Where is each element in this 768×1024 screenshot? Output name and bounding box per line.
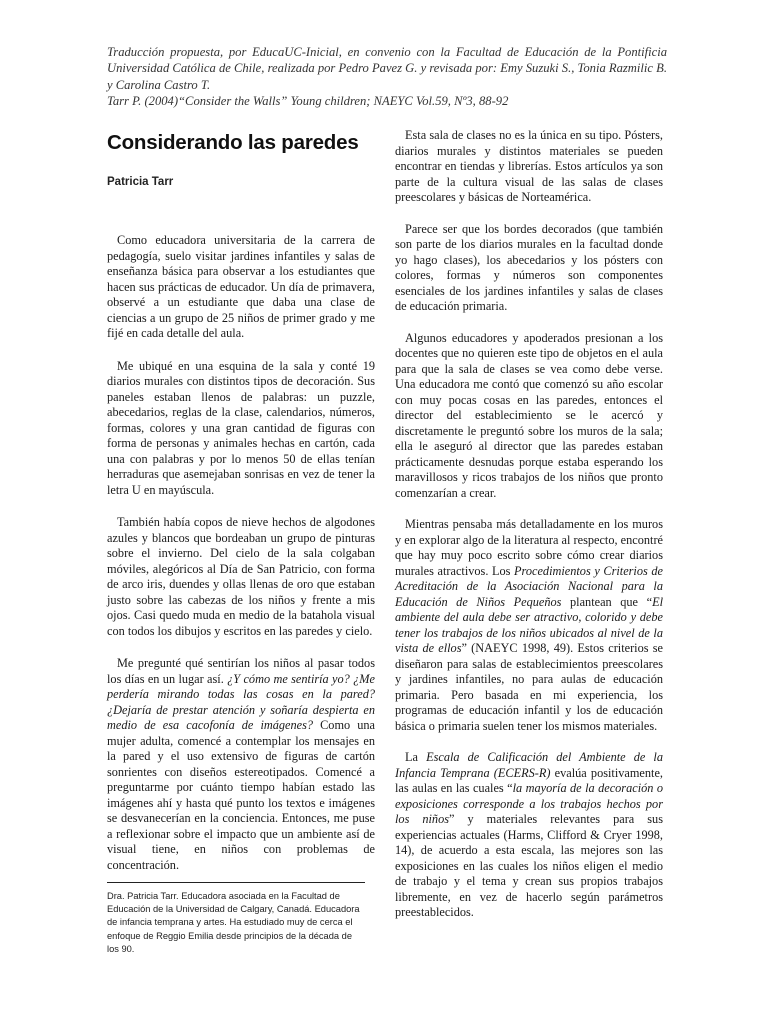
paragraph xyxy=(395,517,663,734)
text-run: ” (NAEYC 1998, 49). Estos criterios se diseñaron para salas de establecimientos preescolares y jardines infantiles, no para aulas de educación primaria. Pero basada en mi experiencia, los programas de educación infantil y los de educación básica o primaria suelen tener los mismos materiales. xyxy=(395,641,663,733)
italic-text-run: ¿Y cómo me sentiría yo? ¿Me perdería mirando todas las cosas en la pared? ¿Dejaría de prestar atención y soñaría despierta en medio de esa cacofonía de imágenes? xyxy=(107,671,376,732)
text-run: evalúa positivamente, las aulas en las cuales “ xyxy=(395,765,663,795)
text-run: Me pregunté qué sentirían los niños al pasar todos los días en un lugar así. xyxy=(107,656,375,686)
text-run: Mientras pensaba más detalladamente en los muros y en explorar algo de la literatura al respecto, encontré que hay muy poco escrito sobre cómo crear diarios murales atractivos. Los xyxy=(395,517,663,578)
paragraph: Esta sala de clases no es la única en su tipo. Pósters, diarios murales y distintos materiales se pueden encontrar en tiendas y librerías. Estos artículos ya son parte de la cultura visual de las salas de clases preescolares y básicas de Norteamérica. xyxy=(395,128,663,204)
right-body-text xyxy=(395,128,663,921)
italic-text-run: la mayoría de la decoración o exposiciones corresponde a los trabajos hechos por los niños xyxy=(395,781,663,826)
paragraph: Parece ser que los bordes decorados (que también son parte de los diarios murales en la facultad donde yo hago clases), los abecedarios y los pósters con colores, formas y números son componentes esenciales de los jardines infantiles y salas de clases de educación primaria. xyxy=(395,221,663,313)
article-author: Patricia Tarr xyxy=(107,176,174,188)
translation-credit: Traducción propuesta, por EducaUC-Inicial, en convenio con la Facultad de Educación de la Pontificia Universidad Católica de Chile, realizada por Pedro Pavez G. y revisada por: Emy Suzuki S., Tonia Razmilic B. y Carolina Castro T. xyxy=(107,45,667,92)
left-column xyxy=(107,128,375,890)
translation-credit-header xyxy=(107,44,667,109)
text-run: plantean que “ xyxy=(561,594,653,609)
text-run: ” y materiales relevantes para sus experiencias actuales (Harms, Clifford & Cryer 1998, 14), de acuerdo a esta escala, las mejores son las exposiciones en las cuales los niños eligen el medio de trabajo y el tema y crean sus propios trabajos libremente, en vez de hacerlo según parámetros preestablecidos. xyxy=(395,812,663,919)
italic-text-run: El ambiente del aula debe ser atractivo, colorido y debe tener los trabajos de los niños ubicados al nivel de la vista de ellos xyxy=(395,594,663,655)
source-citation: Tarr P. (2004)“Consider the Walls” Young children; NAEYC Vol.59, Nº3, 88-92 xyxy=(107,93,509,108)
text-run: Como una mujer adulta, comencé a contemplar los mensajes en la pared y el uso extensivo de figuras de cartón sonrientes con diseños estereotipados. Comencé a preguntarme por cuánto tiempo habían estado las imágenes ahí y hasta qué punto los textos e imágenes se desvanecerían en la conciencia. Entonces, me puse a reflexionar sobre el impacto que un ambiente así de visual tiene, en niños con problemas de concentración. xyxy=(107,718,375,872)
italic-text-run: Procedimientos y Criterios de Acreditación de la Asociación Nacional para la Educación de Niños Pequeños xyxy=(395,563,663,609)
left-body-text xyxy=(107,233,375,873)
footnote-divider xyxy=(107,882,365,883)
italic-text-run: Escala de Calificación del Ambiente de la Infancia Temprana (ECERS-R) xyxy=(395,750,663,780)
paragraph: Algunos educadores y apoderados presionan a los docentes que no quieren este tipo de objetos en el aula para que la sala de clases se vea como debe verse. Una educadora me contó que comenzó su año escolar con muy pocas cosas en las paredes, entonces el director del establecimiento se le acercó y discretamente le preguntó sobre los muros de la sala; ella le aseguró al director que las paredes estaban prácticamente desnudas porque estaba esperando los maravillosos y ricos trabajos de los niños que pronto comenzarían a crear. xyxy=(395,330,663,500)
paragraph xyxy=(395,750,663,921)
paragraph: También había copos de nieve hechos de algodones azules y blancos que bordeaban un grupo de pinturas sobre el invierno. Del cielo de la sala colgaban móviles, alegóricos al Día de San Patricio, con forma de arco iris, duendes y ollas llenas de oro que estaban justo sobre las cabezas de los niños y frente a mis ojos. Casi quedo muda en medio de la batahola visual con todos los dibujos y escritos en las paredes y cielo. xyxy=(107,515,375,638)
author-footnote: Dra. Patricia Tarr. Educadora asociada en la Facultad de Educación de la Universidad de Calgary, Canadá. Educadora de infancia temprana y artes. Ha estudiado muy de cerca el enfoque de Reggio Emilia desde principios de la década de los 90. xyxy=(107,891,360,954)
paragraph xyxy=(107,656,375,873)
paragraph: Me ubiqué en una esquina de la sala y conté 19 diarios murales con distintos tipos de decoración. Sus paneles estaban llenos de palabras: un puzzle, abecedarios, reglas de la clase, calendarios, números, formas, colores y una gran cantidad de figuras con forma de personas y animales hechas en cartón, cada una con palabras y por lo menos 50 de ellas tenían herraduras que asemejaban sonrisas en vez de tener la letra U en mayúscula. xyxy=(107,358,375,497)
right-column xyxy=(395,128,663,937)
article-title: Considerando las paredes xyxy=(107,131,359,154)
text-run: La xyxy=(405,750,427,764)
paragraph: Como educadora universitaria de la carrera de pedagogía, suelo visitar jardines infantiles y salas de enseñanza básica para observar a los estudiantes que hacen sus prácticas de educador. Un día de primavera, observé a un estudiante que daba una clase de ciencias a un grupo de 25 niños de primer grado y me fijé en cada detalle del aula. xyxy=(107,233,375,340)
